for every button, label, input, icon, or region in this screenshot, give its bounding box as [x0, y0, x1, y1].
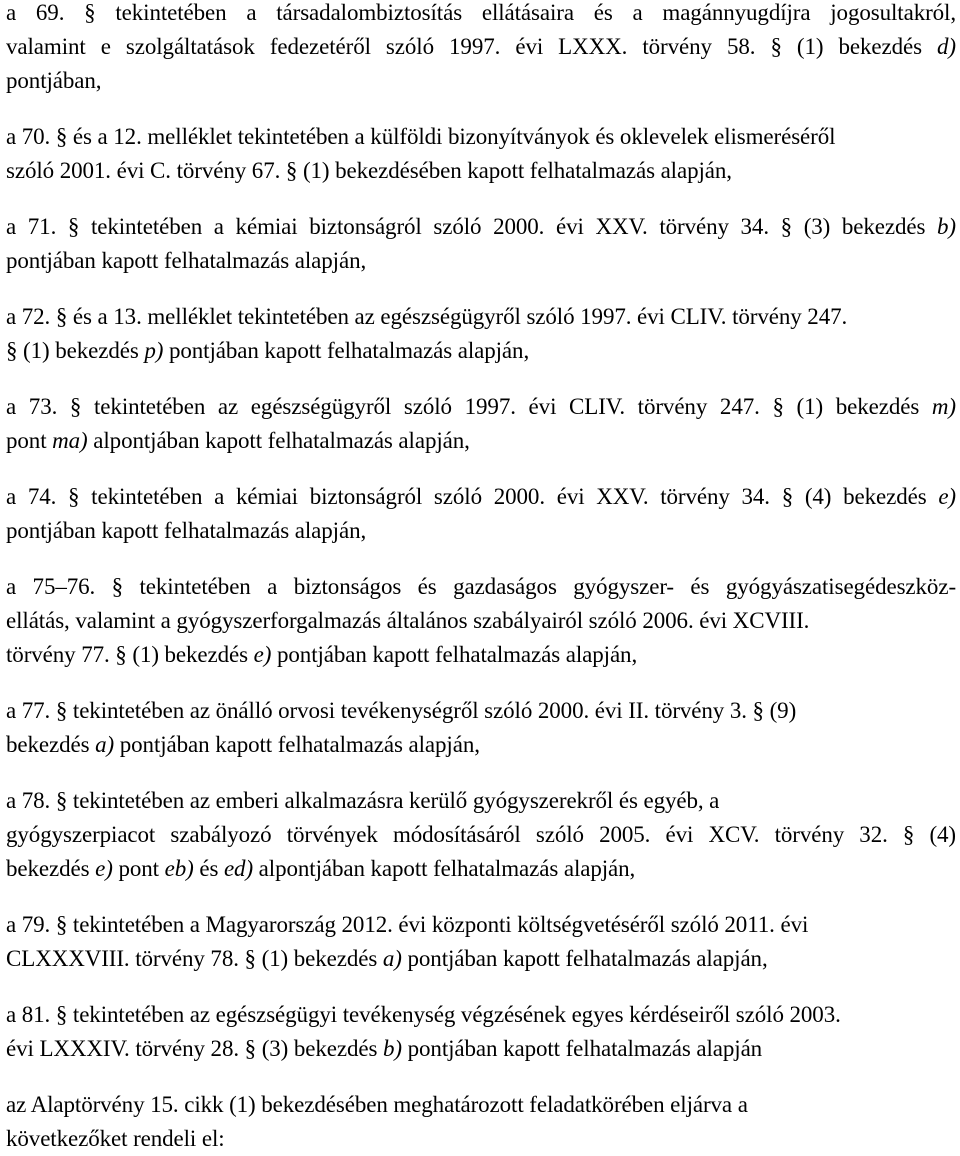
text-line — [6, 942, 956, 976]
text-run: pont — [112, 856, 165, 881]
legal-basis-paragraph — [6, 694, 956, 762]
text-line — [6, 514, 956, 548]
text-line — [6, 120, 956, 154]
legal-basis-paragraph — [6, 998, 956, 1066]
text-run: pontjában kapott felhatalmazás alapján, — [163, 338, 530, 363]
text-line — [6, 1088, 956, 1122]
text-line — [6, 1122, 956, 1156]
text-line — [6, 300, 956, 334]
text-line — [6, 154, 956, 188]
text-line — [6, 570, 956, 604]
text-line — [6, 784, 956, 818]
italic-reference: a) — [95, 732, 115, 757]
text-run: a 72. § és a 13. melléklet tekintetében az egészségügyről szóló 1997. évi CLIV. törvény 247. — [6, 304, 848, 329]
text-line — [6, 604, 956, 638]
text-run: alpontjában kapott felhatalmazás alapján, — [253, 856, 636, 881]
text-line — [6, 210, 956, 244]
legal-basis-paragraph — [6, 390, 956, 458]
legal-basis-paragraph — [6, 570, 956, 672]
text-run: a 70. § és a 12. melléklet tekintetében a külföldi bizonyítványok és oklevelek elismeréséről — [6, 124, 836, 149]
text-run: pontjában, — [6, 68, 102, 93]
text-line — [6, 334, 956, 368]
text-run: alpontjában kapott felhatalmazás alapján, — [87, 428, 470, 453]
text-run: a 81. § tekintetében az egészségügyi tevékenység végzésének egyes kérdéseiről szóló 2003. — [6, 1002, 841, 1027]
text-run: az Alaptörvény 15. cikk (1) bekezdésében meghatározott feladatkörében eljárva a — [6, 1092, 748, 1117]
text-run: pontjában kapott felhatalmazás alapján, — [271, 642, 638, 667]
text-run: pontjában kapott felhatalmazás alapján, — [6, 248, 367, 273]
text-run: a 73. § tekintetében az egészségügyről szóló 1997. évi CLIV. törvény 247. § (1) bekezdés — [6, 394, 932, 419]
text-run: a 74. § tekintetében a kémiai biztonságról szóló 2000. évi XXV. törvény 34. § (4) bekezdés — [6, 484, 939, 509]
legal-basis-paragraph — [6, 1088, 956, 1156]
italic-reference: e) — [253, 642, 272, 667]
text-run: a 75–76. § tekintetében a biztonságos és gazdaságos gyógyszer- és gyógyászatisegédeszköz- — [6, 574, 956, 599]
italic-reference: m) — [931, 394, 956, 419]
text-run: a 71. § tekintetében a kémiai biztonságról szóló 2000. évi XXV. törvény 34. § (3) bekezdés — [6, 214, 938, 239]
legal-basis-paragraph — [6, 0, 956, 98]
text-run: ellátás, valamint a gyógyszerforgalmazás általános szabályairól szóló 2006. évi XCVIII. — [6, 608, 810, 633]
text-run: pont — [6, 428, 53, 453]
italic-reference: e) — [95, 856, 113, 881]
text-line — [6, 480, 956, 514]
text-run: törvény 77. § (1) bekezdés — [6, 642, 254, 667]
text-line — [6, 64, 956, 98]
italic-reference: ma) — [52, 428, 88, 453]
italic-reference: b) — [383, 1036, 402, 1061]
text-run: CLXXXVIII. törvény 78. § (1) bekezdés — [6, 946, 383, 971]
text-line — [6, 852, 956, 886]
italic-reference: ed) — [223, 856, 254, 881]
text-run: a 69. § tekintetében a társadalombiztosítás ellátásaira és a magánnyugdíjra jogosultakról, — [6, 0, 956, 25]
text-line — [6, 638, 956, 672]
text-line — [6, 390, 956, 424]
text-run: szóló 2001. évi C. törvény 67. § (1) bekezdésében kapott felhatalmazás alapján, — [6, 158, 732, 183]
legal-basis-paragraph — [6, 210, 956, 278]
italic-reference: d) — [937, 34, 956, 59]
text-line — [6, 1032, 956, 1066]
text-run: valamint e szolgáltatások fedezetéről szóló 1997. évi LXXX. törvény 58. § (1) bekezdés — [6, 34, 938, 59]
text-run: és — [193, 856, 224, 881]
text-line — [6, 424, 956, 458]
legal-basis-paragraph — [6, 480, 956, 548]
italic-reference: b) — [937, 214, 956, 239]
text-line — [6, 244, 956, 278]
text-run: évi LXXXIV. törvény 28. § (3) bekezdés — [6, 1036, 383, 1061]
text-run: bekezdés — [6, 732, 96, 757]
text-run: § (1) bekezdés — [6, 338, 145, 363]
text-line — [6, 908, 956, 942]
legal-basis-paragraph — [6, 120, 956, 188]
text-line — [6, 998, 956, 1032]
text-run: a 77. § tekintetében az önálló orvosi tevékenységről szóló 2000. évi II. törvény 3. § (9) — [6, 698, 797, 723]
text-run: gyógyszerpiacot szabályozó törvények módosításáról szóló 2005. évi XCV. törvény 32. § (4) — [6, 822, 956, 847]
text-line — [6, 30, 956, 64]
text-run: pontjában kapott felhatalmazás alapján, — [6, 518, 367, 543]
italic-reference: e) — [938, 484, 956, 509]
text-run: pontjában kapott felhatalmazás alapján, — [114, 732, 480, 757]
text-line — [6, 818, 956, 852]
text-run: pontjában kapott felhatalmazás alapján, — [401, 946, 768, 971]
text-run: bekezdés — [6, 856, 96, 881]
legal-basis-paragraph — [6, 784, 956, 886]
text-run: a 79. § tekintetében a Magyarország 2012. évi központi költségvetéséről szóló 2011. évi — [6, 912, 809, 937]
legal-basis-paragraph — [6, 908, 956, 976]
text-run: a 78. § tekintetében az emberi alkalmazásra kerülő gyógyszerekről és egyéb, a — [6, 788, 720, 813]
text-line — [6, 694, 956, 728]
text-line — [6, 728, 956, 762]
italic-reference: p) — [144, 338, 164, 363]
italic-reference: a) — [382, 946, 402, 971]
italic-reference: eb) — [164, 856, 194, 881]
text-run: következőket rendeli el: — [6, 1126, 225, 1151]
text-line — [6, 0, 956, 30]
text-run: pontjában kapott felhatalmazás alapján — [401, 1036, 763, 1061]
legal-basis-paragraph — [6, 300, 956, 368]
